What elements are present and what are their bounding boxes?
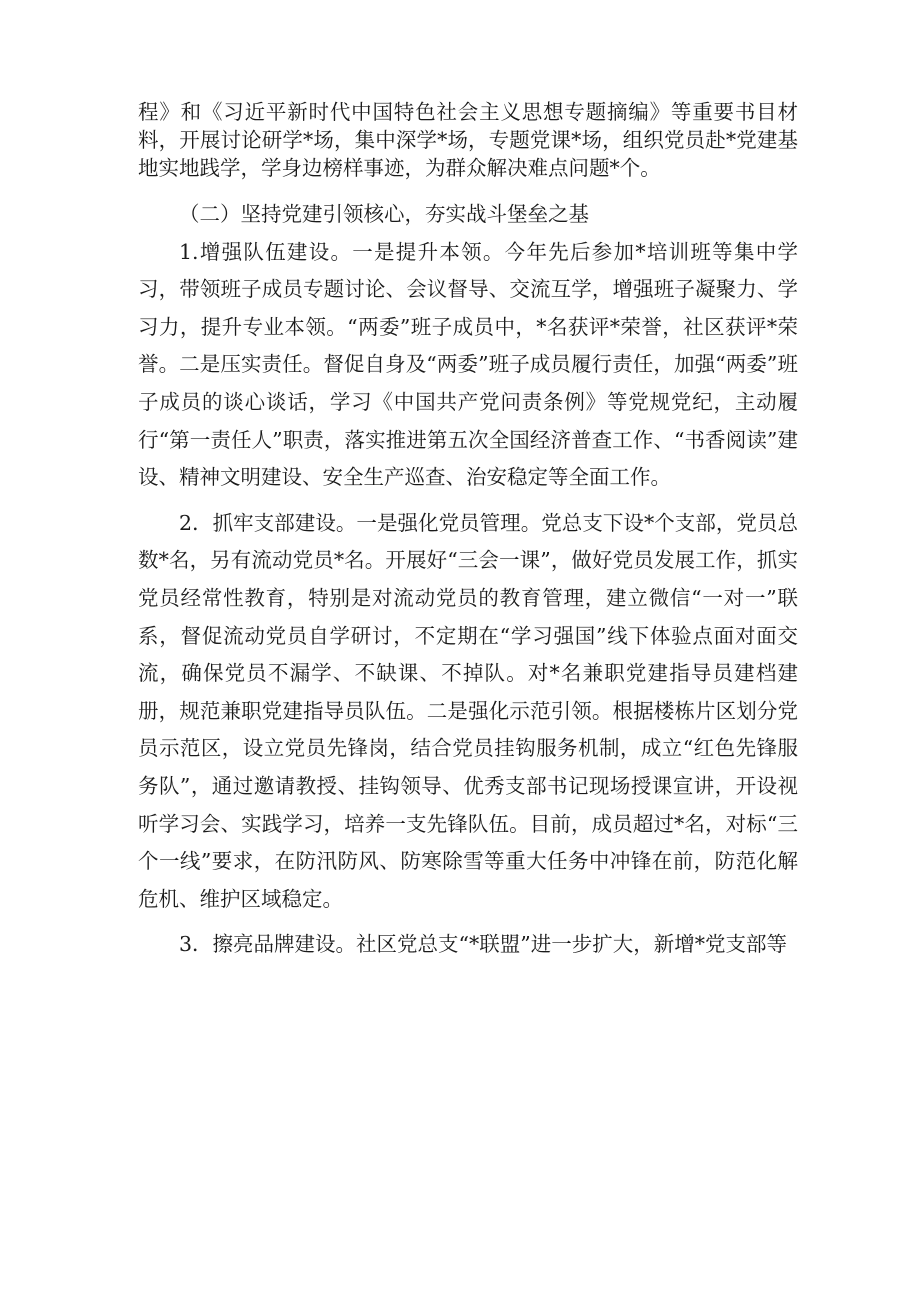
paragraph-study-activities: 程》和《习近平新时代中国特色社会主义思想专题摘编》等重要书目材料，开展讨论研学*场，集中深学*场，专题党课*场，组织党员赴*党建基地实地践学，学身边榜样事迹，为群众解决难点问题*个。 xyxy=(138,100,798,180)
document-page xyxy=(138,98,798,964)
section-heading-party-building: （二）坚持党建引领核心，夯实战斗堡垒之基 xyxy=(179,202,589,226)
paragraph-team-building: 1.增强队伍建设。一是提升本领。今年先后参加*培训班等集中学习，带领班子成员专题讨论、会议督导、交流互学，增强班子凝聚力、学习力，提升专业本领。“两委”班子成员中，*名获评*荣誉，社区获评*荣誉。二是压实责任。督促自身及“两委”班子成员履行责任，加强“两委”班子成员的谈心谈话，学习《中国共产党问责条例》等党规党纪，主动履行“第一责任人”职责，落实推进第五次全国经济普查工作、“书香阅读”建设、精神文明建设、安全生产巡查、治安稳定等全面工作。 xyxy=(138,239,798,490)
paragraph-brand-building: 3．擦亮品牌建设。社区党总支“*联盟”进一步扩大，新增*党支部等 xyxy=(179,932,788,957)
paragraph-branch-building: 2．抓牢支部建设。一是强化党员管理。党总支下设*个支部，党员总数*名，另有流动党员*名。开展好“三会一课”，做好党员发展工作，抓实党员经常性教育，特别是对流动党员的教育管理，建立微信“一对一”联系，督促流动党员自学研讨，不定期在“学习强国”线下体验点面对面交流，确保党员不漏学、不缺课、不掉队。对*名兼职党建指导员建档建册，规范兼职党建指导员队伍。二是强化示范引领。根据楼栋片区划分党员示范区，设立党员先锋岗，结合党员挂钩服务机制，成立“红色先锋服务队”，通过邀请教授、挂钩领导、优秀支部书记现场授课宣讲，开设视听学习会、实践学习，培养一支先锋队伍。目前，成员超过*名，对标“三个一线”要求，在防汛防风、防寒除雪等重大任务中冲锋在前，防范化解危机、维护区域稳定。 xyxy=(138,510,798,911)
